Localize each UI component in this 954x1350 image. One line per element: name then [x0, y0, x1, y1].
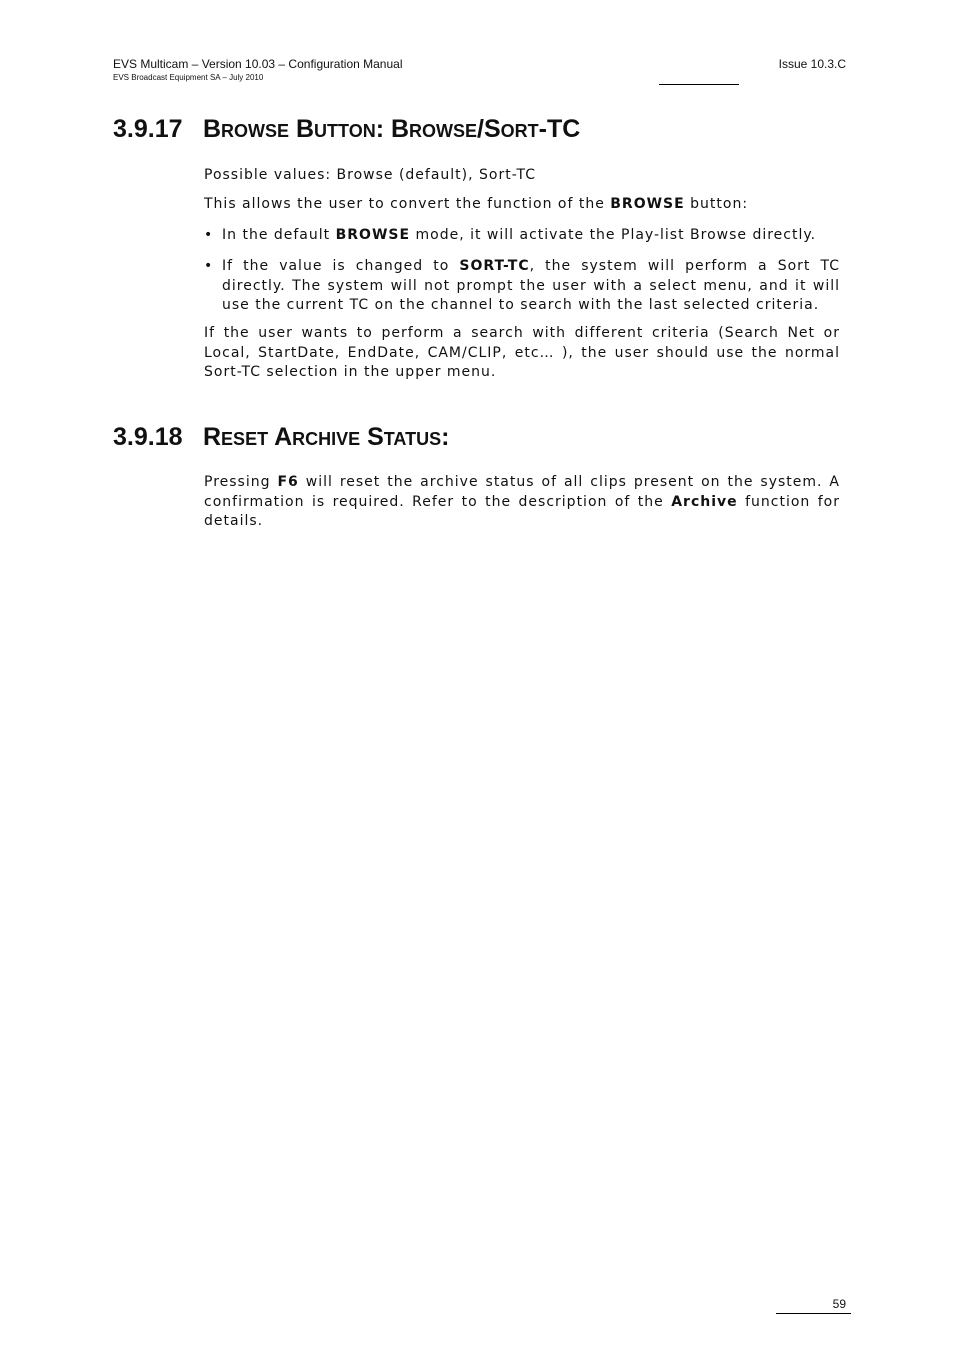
browse-keyword: BROWSE — [610, 196, 685, 212]
list-item — [204, 226, 840, 246]
closing-paragraph: If the user wants to perform a search with different criteria (Search Net or Local, StartDate, EndDate, CAM/CLIP, etc… ), the user should use the normal Sort-TC selection in the upper menu. — [204, 325, 840, 380]
bullet-text-after: , the system will perform a Sort TC directly. The system will not prompt the user with a select menu, and it will use the current TC on the channel to search with the last selected criteria. — [222, 258, 840, 313]
bullet-text-before: If the value is changed to — [222, 258, 460, 274]
bullet-text-before: In the default — [222, 227, 336, 243]
document-title: EVS Multicam – Version 10.03 – Configuration Manual — [113, 57, 403, 71]
page-number: 59 — [832, 1297, 846, 1311]
intro-text-before: This allows the user to convert the function of the — [204, 196, 611, 212]
bullet-text — [222, 257, 840, 316]
section-title: Browse Button: Browse/Sort-TC — [203, 115, 581, 143]
intro-text-after: button: — [684, 196, 749, 212]
list-item — [204, 257, 840, 316]
page-header — [113, 57, 853, 87]
section-number: 3.9.18 — [113, 423, 183, 451]
reset-text-middle: will reset the archive status of all clips present on the system. A confirmation is required. Refer to the description of the — [204, 474, 841, 510]
reset-archive-paragraph — [204, 473, 840, 532]
sort-tc-keyword: SORT-TC — [459, 258, 530, 274]
bullet-icon: • — [204, 227, 213, 243]
possible-values-text: Possible values: Browse (default), Sort-TC — [204, 167, 537, 183]
issue-label: Issue 10.3.C — [778, 57, 846, 71]
footer-divider — [776, 1313, 851, 1314]
reset-text-before: Pressing — [204, 474, 278, 490]
archive-keyword: Archive — [671, 493, 738, 510]
reset-text-after: function for details. — [204, 493, 840, 529]
f6-keyword: F6 — [277, 474, 299, 490]
bullet-icon: • — [204, 258, 213, 274]
bullet-list-sort-tc — [204, 257, 840, 316]
section-number: 3.9.17 — [113, 115, 183, 143]
bullet-text-after: mode, it will activate the Play-list Browse directly. — [410, 227, 817, 243]
bullet-list-browse — [204, 226, 840, 246]
section-intro-paragraph — [204, 195, 840, 215]
section-heading-3-9-18 — [113, 422, 449, 452]
header-divider — [659, 84, 739, 85]
section-title: Reset Archive Status: — [203, 423, 450, 451]
section-heading-3-9-17 — [113, 114, 580, 144]
document-publisher-date: EVS Broadcast Equipment SA – July 2010 — [113, 73, 264, 82]
browse-mode-keyword: BROWSE — [335, 227, 411, 243]
